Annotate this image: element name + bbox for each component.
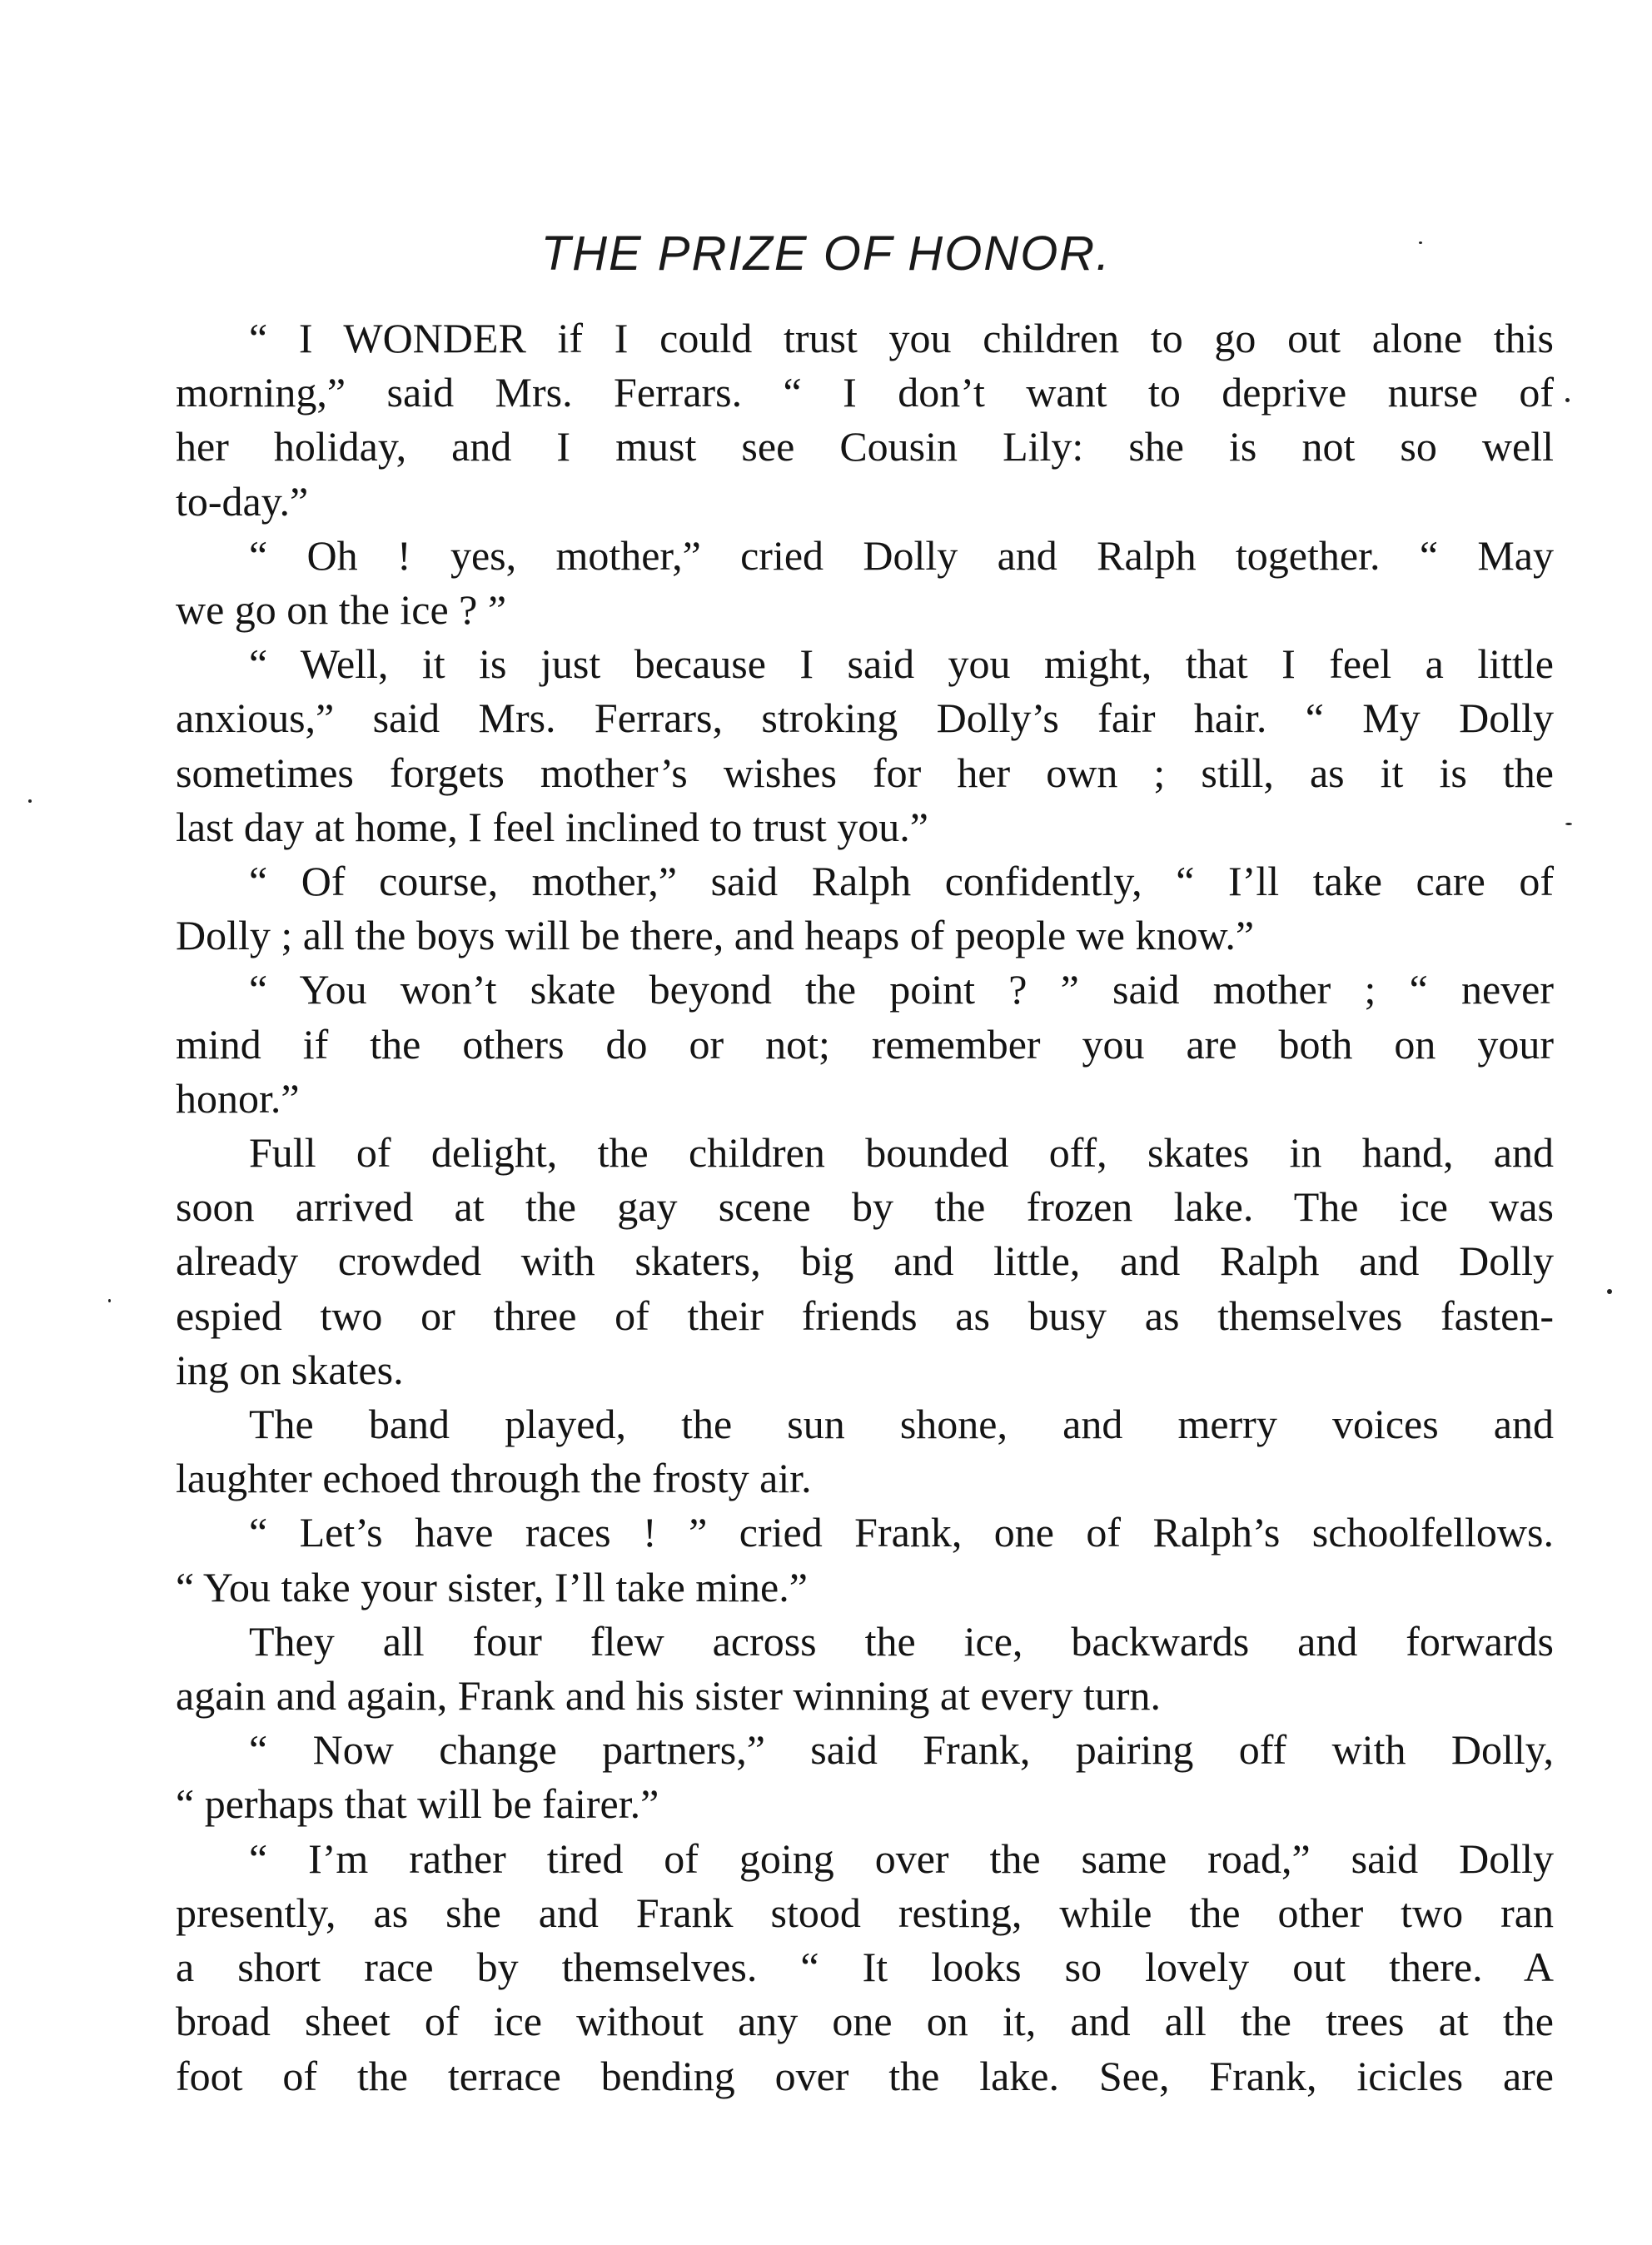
text-line: “ Let’s have races ! ” cried Frank, one of Ralph’s schoolfellows.	[249, 1509, 1554, 1556]
text-line: “ You take your sister, I’ll take mine.”	[176, 1563, 808, 1610]
text-line: mind if the others do or not; remember you are both on your	[176, 1020, 1554, 1068]
text-line: “ I WONDER if I could trust you children to go out alone this	[249, 315, 1554, 361]
text-line: “ Oh ! yes, mother,” cried Dolly and Ralph together. “ May	[249, 531, 1554, 579]
scan-speck	[28, 799, 32, 803]
text-line: They all four flew across the ice, backwards and forwards	[249, 1617, 1554, 1665]
chapter-title: THE PRIZE OF HONOR.	[540, 226, 1112, 281]
text-line: broad sheet of ice without any one on it, and all the trees at the	[176, 1998, 1554, 2045]
text-line: last day at home, I feel inclined to trust you.”	[176, 803, 928, 850]
text-line: morning,” said Mrs. Ferrars. “ I don’t want to deprive nurse of	[176, 369, 1554, 416]
text-line: foot of the terrace bending over the lake. See, Frank, icicles are	[176, 2052, 1554, 2099]
text-line: already crowded with skaters, big and little, and Ralph and Dolly	[176, 1237, 1554, 1285]
scan-speck	[1565, 823, 1572, 825]
text-line: laughter echoed through the frosty air.	[176, 1455, 812, 1502]
body-text	[176, 311, 1554, 2103]
text-line: The band played, the sun shone, and merry voices and	[249, 1401, 1554, 1448]
text-line: again and again, Frank and his sister winning at every turn.	[176, 1672, 1162, 1720]
text-line: Dolly ; all the boys will be there, and heaps of people we know.”	[176, 912, 1255, 959]
scan-speck	[1607, 1289, 1612, 1294]
text-line: “ Well, it is just because I said you might, that I feel a little	[249, 640, 1554, 688]
scan-speck	[1565, 398, 1570, 402]
text-line: sometimes forgets mother’s wishes for her own ; still, as it is the	[176, 749, 1554, 796]
text-line: honor.”	[176, 1074, 300, 1122]
text-line: a short race by themselves. “ It looks so lovely out there. A	[176, 1944, 1554, 1991]
scan-speck	[108, 1299, 111, 1302]
text-line: we go on the ice ? ”	[176, 586, 507, 634]
text-line: “ I’m rather tired of going over the same road,” said Dolly	[249, 1834, 1554, 1882]
text-line: Full of delight, the children bounded off, skates in hand, and	[249, 1129, 1554, 1177]
text-line: ing on skates.	[176, 1346, 404, 1393]
text-line: “ You won’t skate beyond the point ? ” said mother ; “ never	[249, 966, 1554, 1013]
text-line: anxious,” said Mrs. Ferrars, stroking Dolly’s fair hair. “ My Dolly	[176, 694, 1554, 742]
text-line: “ perhaps that will be fairer.”	[176, 1780, 659, 1828]
text-line: to-day.”	[176, 477, 309, 525]
text-line: her holiday, and I must see Cousin Lily: she is not so well	[176, 423, 1554, 470]
text-line: “ Now change partners,” said Frank, pairing off with Dolly,	[249, 1726, 1554, 1774]
text-line: soon arrived at the gay scene by the frozen lake. The ice was	[176, 1183, 1554, 1231]
text-line: “ Of course, mother,” said Ralph confidently, “ I’ll take care of	[249, 858, 1554, 905]
text-line: presently, as she and Frank stood resting, while the other two ran	[176, 1889, 1554, 1936]
scan-speck	[1419, 241, 1422, 244]
text-line: espied two or three of their friends as busy as themselves fasten-	[176, 1292, 1554, 1339]
